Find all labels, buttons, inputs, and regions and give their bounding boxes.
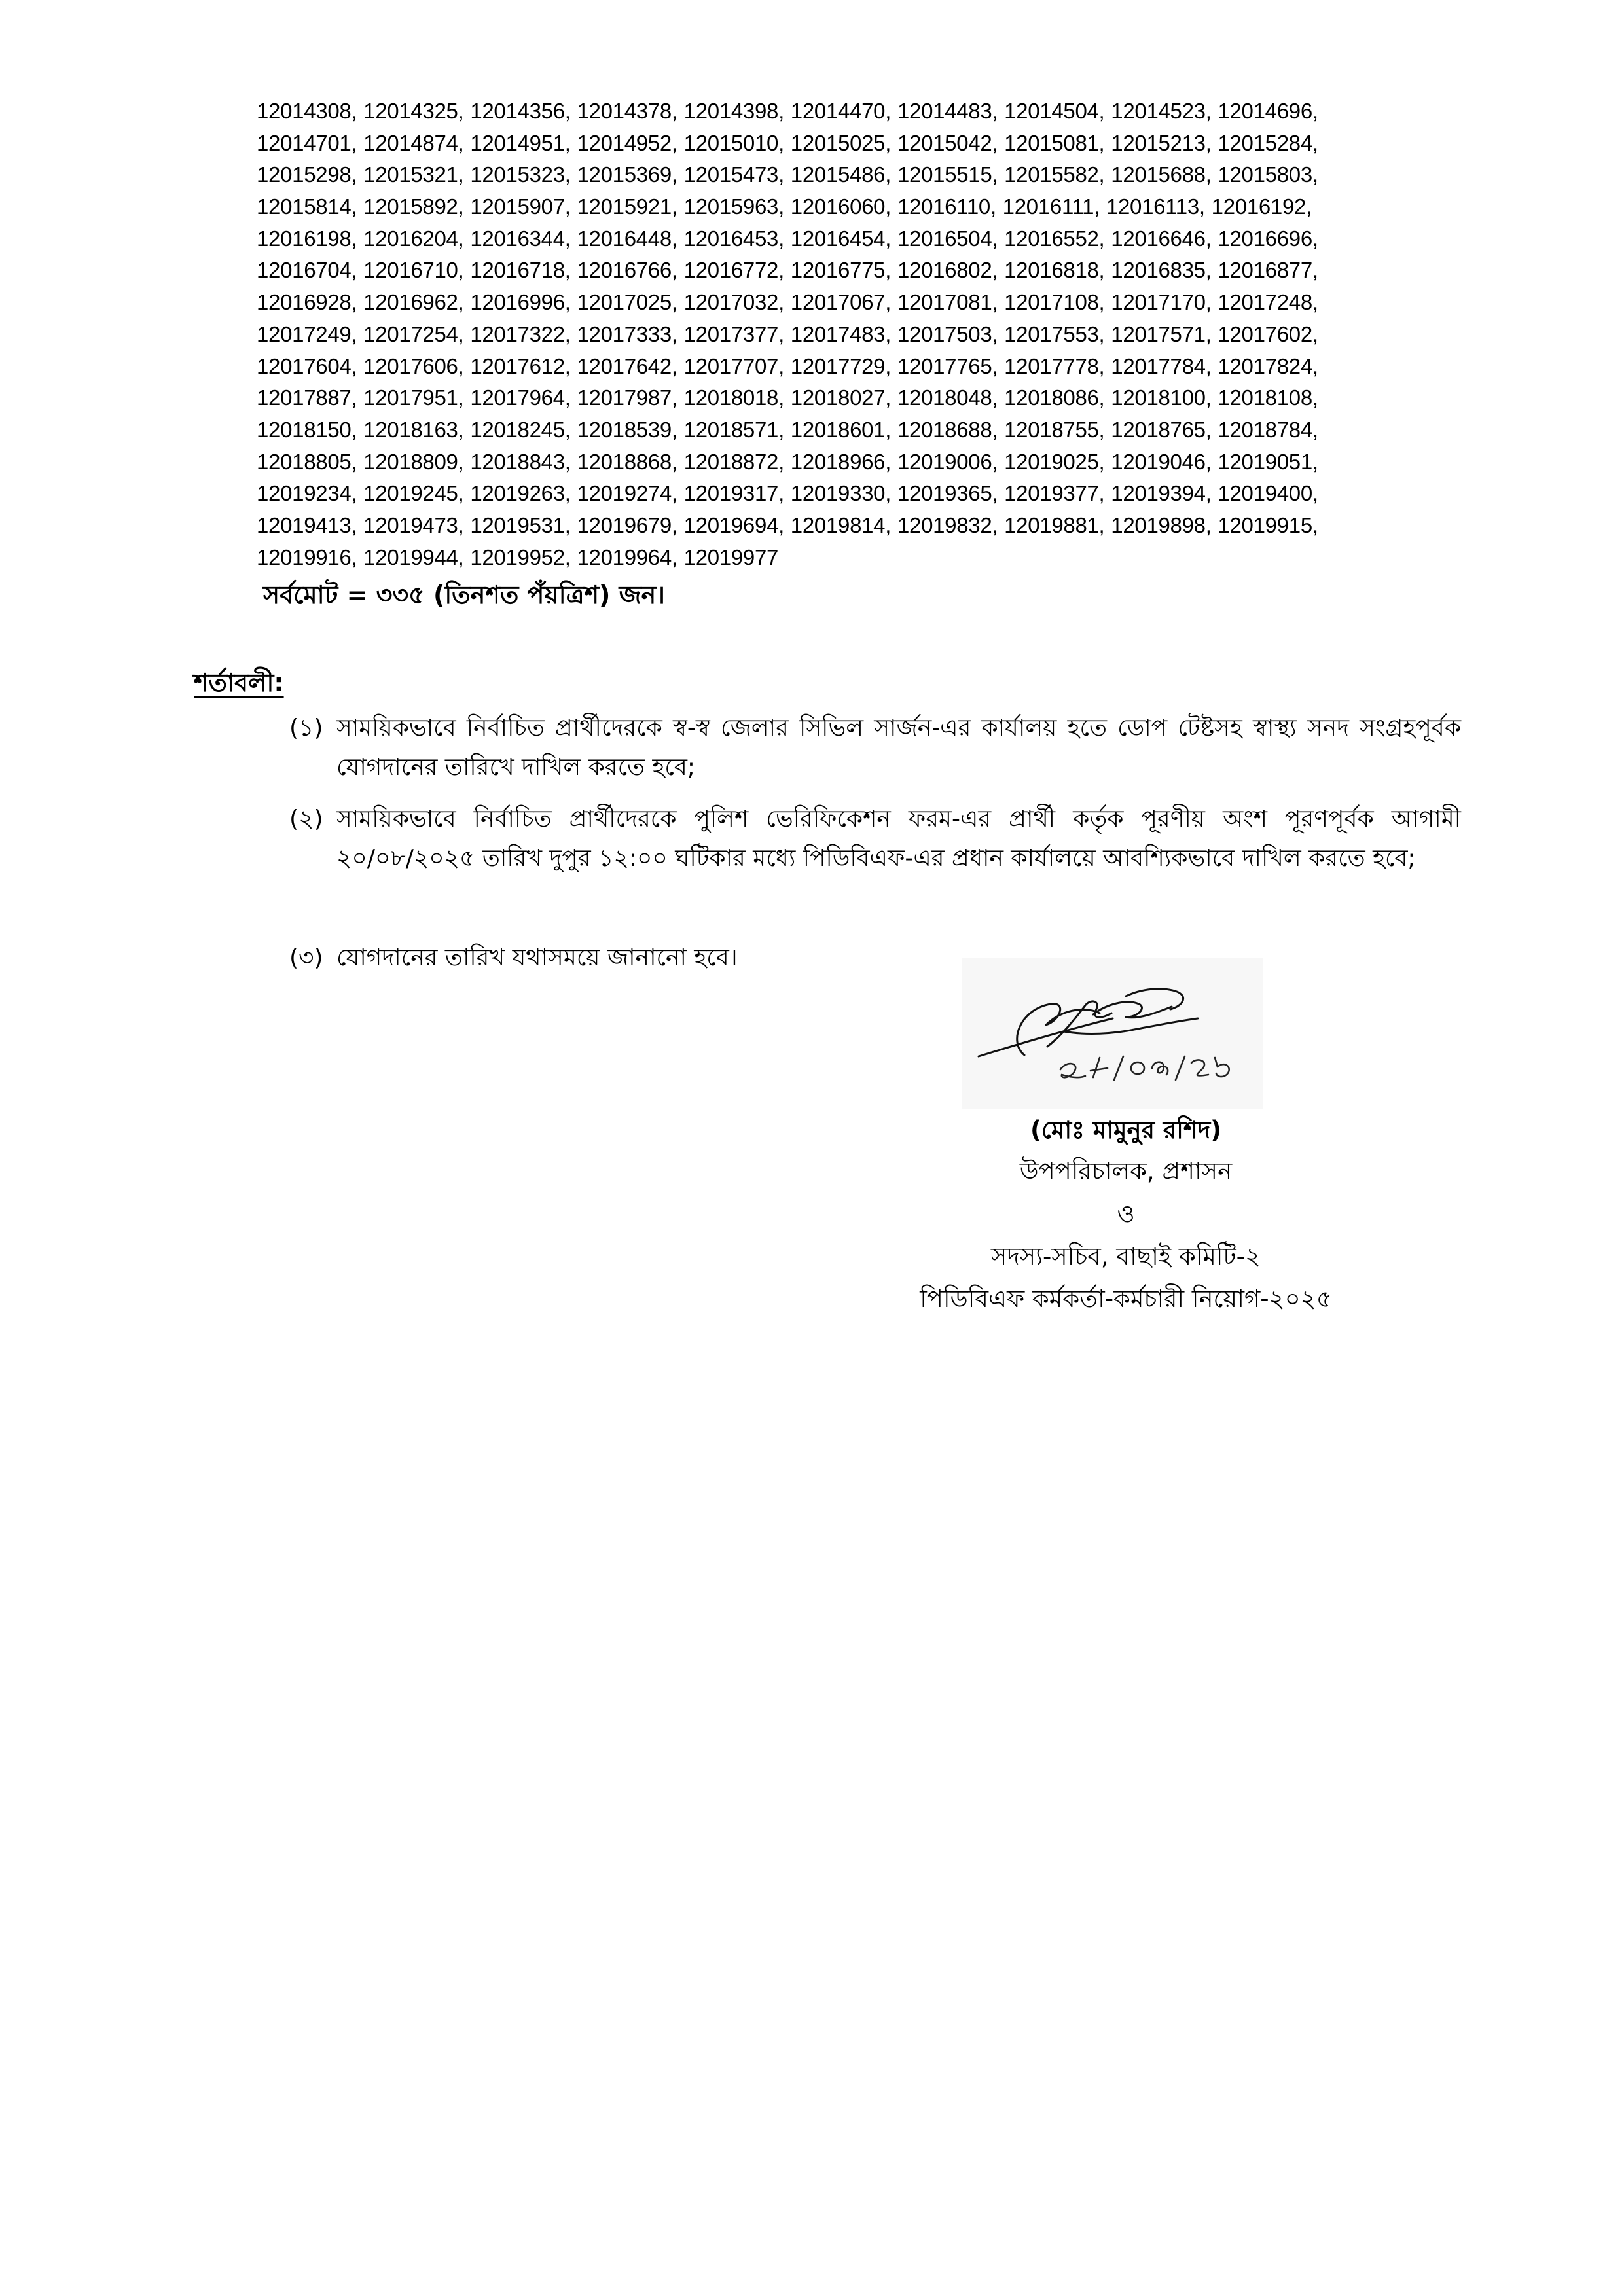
signer-committee-role: সদস্য-সচিব, বাছাই কমিটি-২ bbox=[990, 1242, 1261, 1270]
roll-number-line: 12018150, 12018163, 12018245, 12018539, 12018571, 12018601, 12018688, 12018755, 12018765, 12018784, bbox=[257, 417, 1318, 442]
condition-text: যোগদানের তারিখ যথাসময়ে জানানো হবে। bbox=[336, 944, 738, 971]
roll-number-line: 12017887, 12017951, 12017964, 12017987, 12018018, 12018027, 12018048, 12018086, 12018100, 12018108, bbox=[257, 386, 1318, 410]
condition-item bbox=[289, 939, 1461, 978]
roll-number-line: 12016198, 12016204, 12016344, 12016448, 12016453, 12016454, 12016504, 12016552, 12016646, 12016696, bbox=[257, 226, 1318, 251]
roll-number-line: 12015298, 12015321, 12015323, 12015369, 12015473, 12015486, 12015515, 12015582, 12015688, 12015803, bbox=[257, 162, 1318, 187]
roll-number-line: 12018805, 12018809, 12018843, 12018868, 12018872, 12018966, 12019006, 12019025, 12019046, 12019051, bbox=[257, 449, 1318, 474]
condition-number: (৩) bbox=[289, 944, 323, 971]
signer-name: (মোঃ মামুনুর রশিদ) bbox=[1030, 1116, 1222, 1144]
roll-number-line: 12014308, 12014325, 12014356, 12014378, 12014398, 12014470, 12014483, 12014504, 12014523, 12014696, bbox=[257, 99, 1318, 123]
condition-number: (২) bbox=[289, 806, 323, 833]
condition-number: (১) bbox=[289, 715, 323, 742]
roll-number-list bbox=[257, 96, 1382, 573]
signer-designation: উপপরিচালক, প্রশাসন bbox=[1019, 1157, 1233, 1185]
roll-number-line: 12019234, 12019245, 12019263, 12019274, 12019317, 12019330, 12019365, 12019377, 12019394, 12019400, bbox=[257, 481, 1318, 506]
roll-number-line: 12017249, 12017254, 12017322, 12017333, 12017377, 12017483, 12017503, 12017553, 12017571, 12017602, bbox=[257, 321, 1318, 346]
condition-text: সাময়িকভাবে নির্বাচিত প্রার্থীদেরকে পুলিশ ভেরিফিকেশন ফরম-এর প্রার্থী কর্তৃক পূরণীয় অংশ পূরণপূর্বক আগামী ২০/০৮/২০২৫ তারিখ দুপুর ১২:০০ ঘটিকার মধ্যে পিডিবিএফ-এর প্রধান কার্যালয়ে আবশ্যিকভাবে দাখিল করতে হবে; bbox=[336, 806, 1461, 872]
condition-item bbox=[289, 800, 1461, 878]
roll-number-line: 12017604, 12017606, 12017612, 12017642, 12017707, 12017729, 12017765, 12017778, 12017784, 12017824, bbox=[257, 353, 1318, 378]
roll-number-line: 12019916, 12019944, 12019952, 12019964, 12019977 bbox=[257, 545, 779, 569]
grand-total: সর্বমোট = ৩৩৫ (তিনশত পঁয়ত্রিশ) জন। bbox=[263, 581, 665, 609]
conditions-heading: শর্তাবলী: bbox=[194, 668, 284, 697]
handwritten-signature bbox=[962, 958, 1263, 1109]
roll-number-line: 12016704, 12016710, 12016718, 12016766, 12016772, 12016775, 12016802, 12016818, 12016835, 12016877, bbox=[257, 258, 1318, 283]
roll-number-line: 12016928, 12016962, 12016996, 12017025, 12017032, 12017067, 12017081, 12017108, 12017170, 12017248, bbox=[257, 290, 1318, 315]
signer-conjunction: ও bbox=[1117, 1200, 1135, 1228]
condition-text: সাময়িকভাবে নির্বাচিত প্রার্থীদেরকে স্ব-স্ব জেলার সিভিল সার্জন-এর কার্যালয় হতে ডোপ টেষ্টসহ স্বাস্থ্য সনদ সংগ্রহপূর্বক যোগদানের তারিখে দাখিল করতে হবে; bbox=[336, 715, 1461, 781]
roll-number-line: 12014701, 12014874, 12014951, 12014952, 12015010, 12015025, 12015042, 12015081, 12015213, 12015284, bbox=[257, 130, 1318, 155]
roll-number-line: 12019413, 12019473, 12019531, 12019679, 12019694, 12019814, 12019832, 12019881, 12019898, 12019915, bbox=[257, 512, 1318, 537]
signer-recruitment-title: পিডিবিএফ কর্মকর্তা-কর্মচারী নিয়োগ-২০২৫ bbox=[920, 1285, 1332, 1313]
roll-number-line: 12015814, 12015892, 12015907, 12015921, 12015963, 12016060, 12016110, 12016111, 12016113, 12016192, bbox=[257, 194, 1312, 219]
condition-item bbox=[289, 709, 1461, 787]
signature-image bbox=[962, 958, 1263, 1109]
